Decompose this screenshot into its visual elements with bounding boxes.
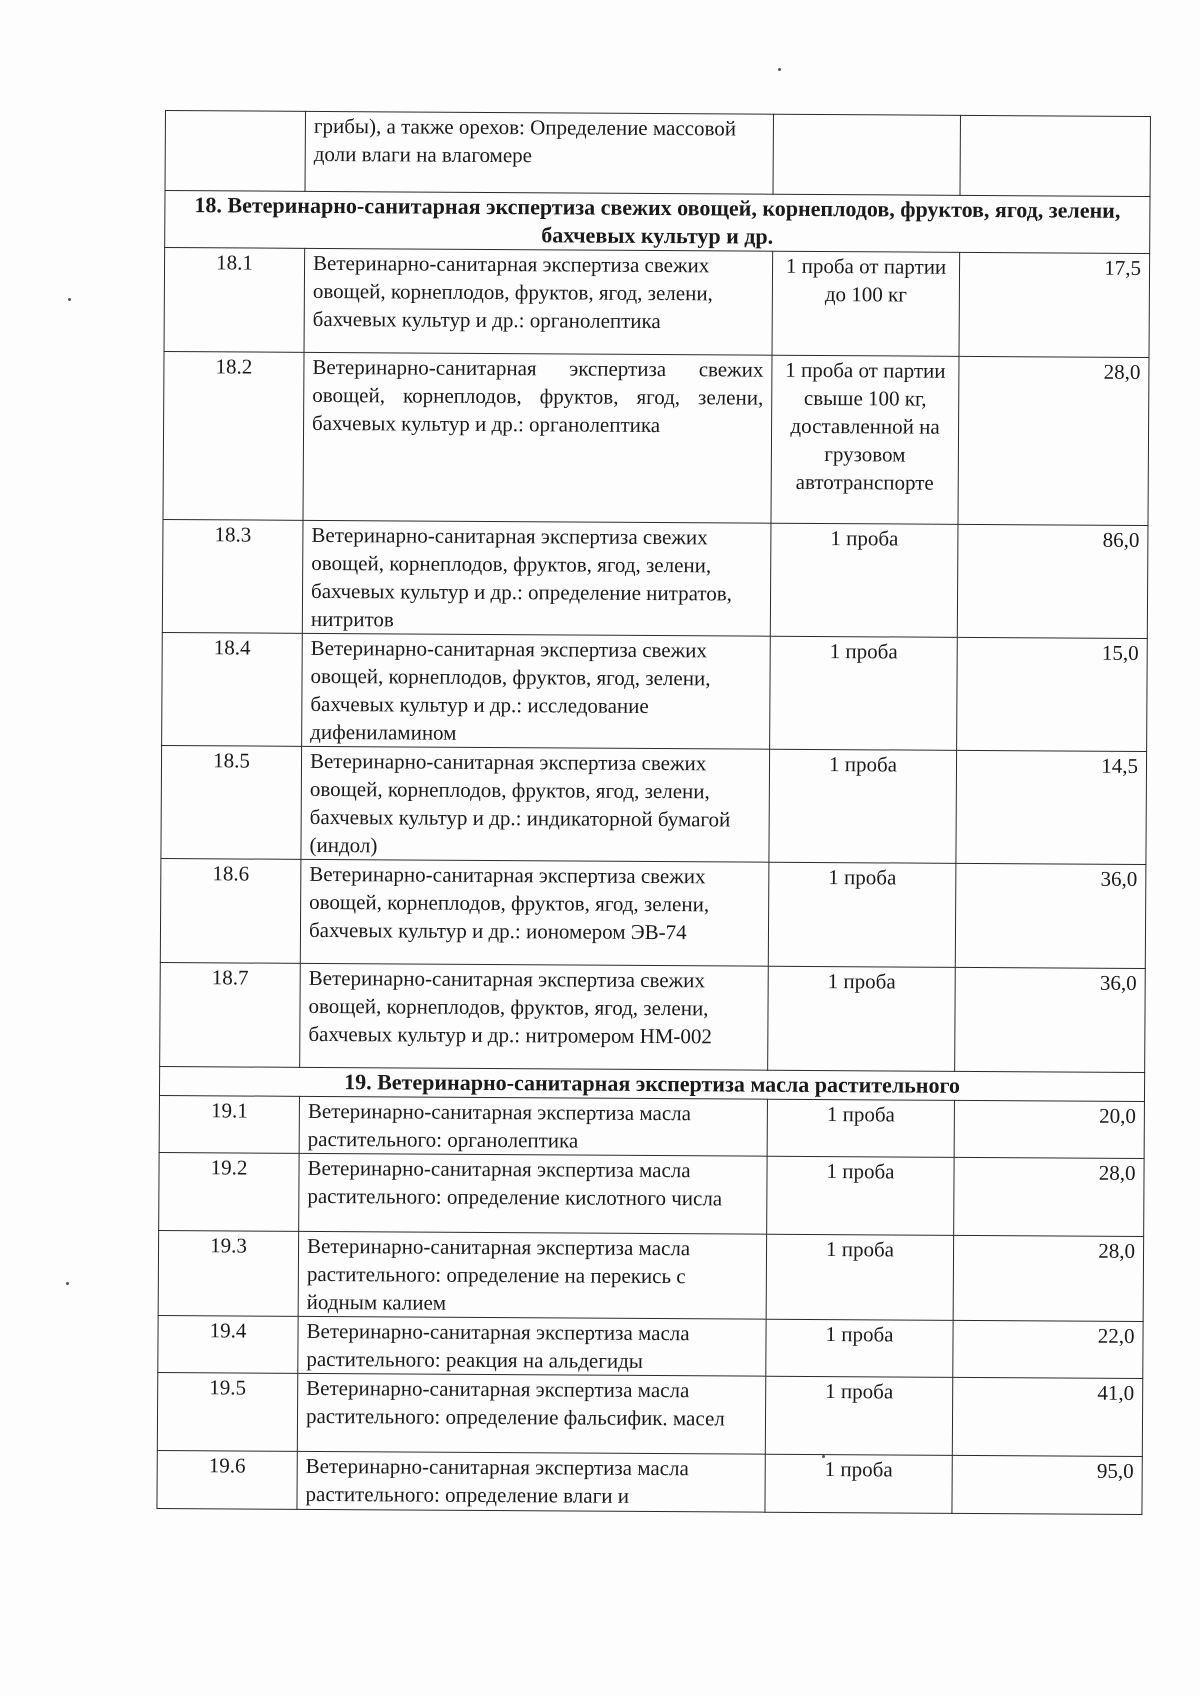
table-row <box>160 858 1146 968</box>
item-number: 19.2 <box>159 1152 299 1231</box>
price-list-table <box>156 110 1151 1515</box>
item-number: 19.5 <box>157 1372 297 1451</box>
item-number: 18.5 <box>161 745 302 859</box>
table-row <box>164 248 1150 358</box>
item-description: Ветеринарно-санитарная экспертиза свежих овощей, корнеплодов, фруктов, ягод, зелени, бахчевых культур и др.: определение нитратов, нитритов <box>302 520 771 636</box>
item-unit: 1 проба <box>766 1234 954 1320</box>
item-unit: 1 проба <box>770 636 958 750</box>
item-description: грибы), а также орехов: Определение массовой доли влаги на влагомере <box>305 111 773 194</box>
section-title: 18. Ветеринарно-санитарная экспертиза свежих овощей, корнеплодов, фруктов, ягод, зелени, бахчевых культур и др. <box>165 191 1150 254</box>
item-number: 19.6 <box>157 1450 297 1509</box>
table-row <box>163 351 1149 525</box>
item-unit: 1 проба <box>768 862 956 967</box>
table-row <box>159 1152 1144 1236</box>
item-price: 36,0 <box>955 863 1146 968</box>
item-unit: 1 проба <box>765 1454 952 1513</box>
item-price: 28,0 <box>953 1235 1144 1321</box>
item-price: 22,0 <box>953 1320 1143 1378</box>
scan-speck <box>68 298 71 301</box>
item-unit: 1 проба <box>769 749 957 863</box>
item-price: 17,5 <box>959 252 1150 357</box>
item-description: Ветеринарно-санитарная экспертиза масла растительного: органолептика <box>299 1096 767 1156</box>
item-number <box>165 111 305 192</box>
item-number: 18.7 <box>160 962 301 1067</box>
item-number: 19.4 <box>158 1315 298 1373</box>
table-row <box>157 1450 1142 1514</box>
item-description: Ветеринарно-санитарная экспертиза масла растительного: определение влаги и <box>297 1451 765 1512</box>
item-description: Ветеринарно-санитарная экспертиза масла растительного: определение на перекись с йодным калием <box>298 1231 767 1319</box>
item-price: 95,0 <box>952 1455 1142 1514</box>
item-description: Ветеринарно-санитарная экспертиза масла растительного: определение фальсифик. масел <box>297 1373 765 1454</box>
table-row <box>162 632 1148 751</box>
item-description: Ветеринарно-санитарная экспертиза масла растительного: определение кислотного числа <box>299 1153 767 1234</box>
item-description: Ветеринарно-санитарная экспертиза свежих овощей, корнеплодов, фруктов, ягод, зелени, бахчевых культур и др.: иономером ЭВ-74 <box>300 859 769 966</box>
item-unit <box>773 114 960 195</box>
item-price: 36,0 <box>955 967 1146 1072</box>
item-unit: 1 проба от партии свыше 100 кг, доставленной на грузовом автотранспорте <box>771 355 959 524</box>
scan-speck <box>66 1282 69 1285</box>
table-row-continuation <box>165 111 1150 197</box>
item-number: 18.2 <box>163 351 304 520</box>
item-price: 41,0 <box>952 1377 1142 1456</box>
scan-speck <box>778 68 781 71</box>
item-description: Ветеринарно-санитарная экспертиза свежих овощей, корнеплодов, фруктов, ягод, зелени, бахчевых культур и др.: индикаторной бумагой (индол) <box>301 746 770 862</box>
table-row <box>157 1372 1142 1456</box>
item-description: Ветеринарно-санитарная экспертиза масла растительного: реакция на альдегиды <box>298 1316 766 1376</box>
section-title: 19. Ветеринарно-санитарная экспертиза масла растительного <box>159 1066 1144 1101</box>
item-unit: 1 проба от партии до 100 кг <box>772 251 960 356</box>
table-row <box>158 1315 1143 1378</box>
table-row <box>159 1095 1144 1158</box>
item-number: 19.3 <box>158 1230 299 1316</box>
item-description: Ветеринарно-санитарная экспертиза свежих овощей, корнеплодов, фруктов, ягод, зелени, бахчевых культур и др.: нитромером НМ-002 <box>300 963 769 1070</box>
item-price: 28,0 <box>958 356 1149 525</box>
item-number: 18.4 <box>162 632 303 746</box>
item-unit: 1 проба <box>767 1099 954 1157</box>
item-number: 19.1 <box>159 1095 299 1153</box>
item-price <box>960 115 1150 196</box>
item-description: Ветеринарно-санитарная экспертиза свежих овощей, корнеплодов, фруктов, ягод, зелени, бахчевых культур и др.: органолептика <box>303 352 772 523</box>
item-price: 20,0 <box>954 1100 1144 1158</box>
item-description: Ветеринарно-санитарная экспертиза свежих овощей, корнеплодов, фруктов, ягод, зелени, бахчевых культур и др.: органолептика <box>304 248 773 355</box>
item-unit: 1 проба <box>768 966 956 1071</box>
table-row <box>158 1230 1144 1321</box>
item-number: 18.1 <box>164 248 305 353</box>
item-price: 15,0 <box>957 637 1148 751</box>
item-price: 86,0 <box>957 524 1148 638</box>
item-number: 18.3 <box>162 519 303 633</box>
item-number: 18.6 <box>160 858 301 963</box>
table-row <box>162 519 1148 638</box>
item-unit: 1 проба <box>767 1156 954 1235</box>
item-price: 28,0 <box>954 1157 1144 1236</box>
item-description: Ветеринарно-санитарная экспертиза свежих овощей, корнеплодов, фруктов, ягод, зелени, бахчевых культур и др.: исследование дифениламином <box>302 633 771 749</box>
table-row <box>161 745 1147 864</box>
item-unit: 1 проба <box>765 1376 952 1455</box>
table-row <box>160 962 1146 1072</box>
item-price: 14,5 <box>956 750 1147 864</box>
item-unit: 1 проба <box>766 1319 953 1377</box>
item-unit: 1 проба <box>770 523 958 637</box>
section-header-row <box>165 191 1150 254</box>
